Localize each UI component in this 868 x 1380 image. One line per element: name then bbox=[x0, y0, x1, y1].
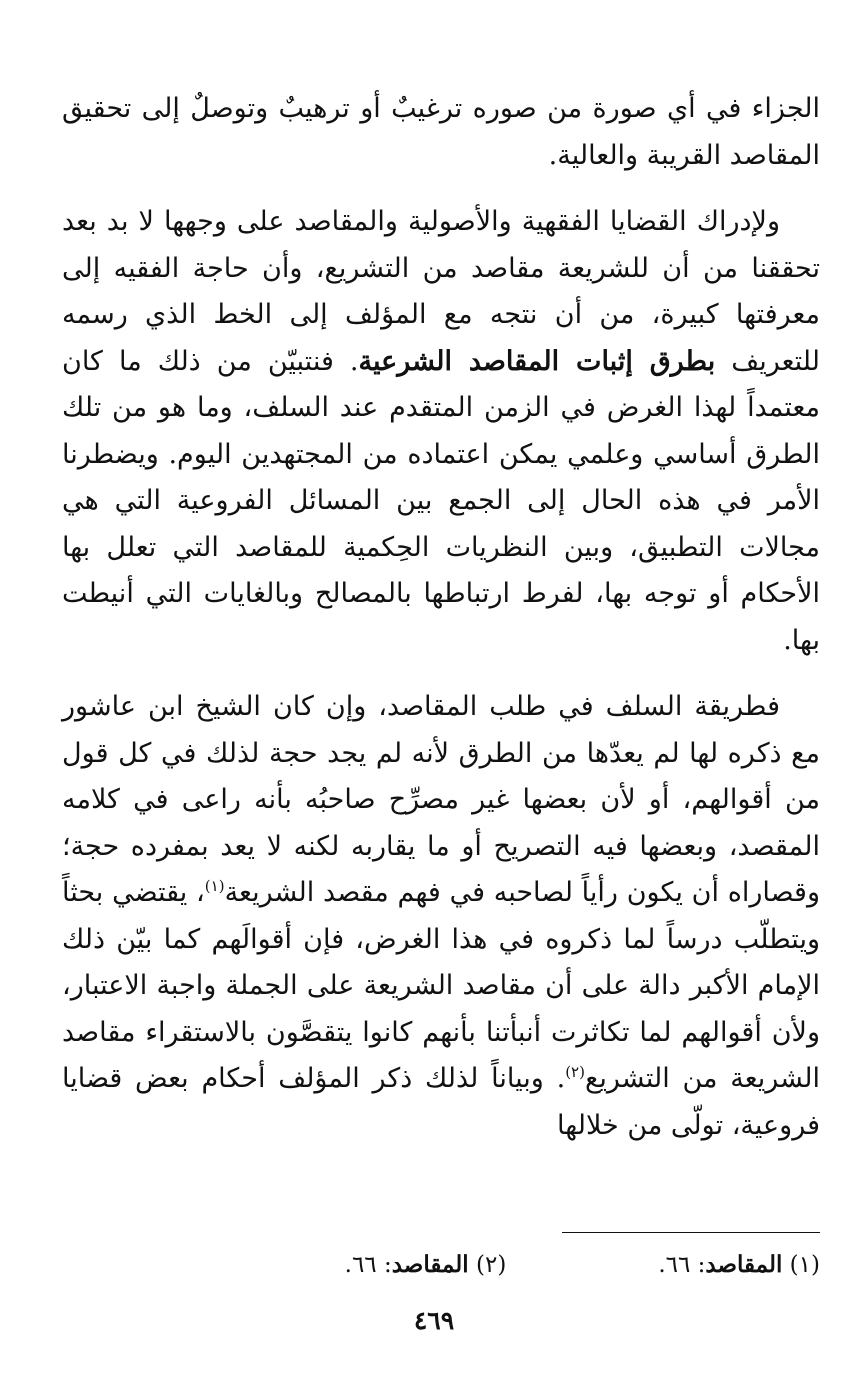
footnote-separator bbox=[562, 1232, 820, 1233]
footnote-number: (١) bbox=[789, 1252, 820, 1278]
footnote-2 bbox=[345, 1248, 507, 1282]
text-run: الجزاء في أي صورة من صوره ترغيبٌ أو ترهيبٌ وتوصلٌ إلى تحقيق المقاصد القريبة والعالية. bbox=[62, 93, 820, 171]
footnotes bbox=[60, 1248, 820, 1282]
text-run: ، يقتضي بحثاً ويتطلّب درساً لما ذكروه في هذا الغرض، فإن أقوالَهم كما بيّن ذلك الإمام الأكبر دالة على أن مقاصد الشريعة على الجملة واجبة الاعتبار، ولأن أقوالهم لما تكاثرت أنبأتنا بأنهم كانوا يتقصَّون بالاستقراء مقاصد الشريعة من التشريع bbox=[62, 877, 820, 1094]
text-run: فطريقة السلف في طلب المقاصد، وإن كان الشيخ ابن عاشور مع ذكره لها لم يعدّها من الطرق لأنه لم يجد حجة لذلك في كل قول من أقوالهم، أو لأن بعضها غير مصرِّح صاحبُه بأنه راعى في كلامه المقصد، وبعضها فيه التصريح أو ما يقاربه لكنه لا يعد بمفرده حجة؛ وقصاراه أن يكون رأياً لصاحبه في فهم مقصد الشريعة bbox=[62, 691, 821, 908]
page-body bbox=[62, 86, 820, 1149]
text-run: . فنتبيّن من ذلك ما كان معتمداً لهذا الغرض في الزمن المتقدم عند السلف، وما هو من تلك الطرق أساسي وعلمي يمكن اعتماده من المجتهدين اليوم. ويضطرنا الأمر في هذه الحال إلى الجمع بين المسائل الفروعية التي هي مجالات التطبيق، وبين النظريات الحِكمية للمقاصد التي تعلل بها الأحكام أو توجه بها، لفرط ارتباطها بالمصالح وبالغايات التي أنيطت بها. bbox=[62, 345, 820, 656]
footnote-number: (٢) bbox=[475, 1252, 507, 1278]
paragraph-1 bbox=[62, 86, 820, 179]
footnote-page: : ٦٦. bbox=[658, 1252, 706, 1278]
text-run: . وبياناً لذلك ذكر المؤلف أحكام بعض قضايا فروعية، تولّى من خلالها bbox=[62, 1063, 820, 1141]
footnote-source: المقاصد bbox=[391, 1251, 469, 1278]
footnote-source: المقاصد bbox=[705, 1251, 783, 1278]
text-run: ولإدراك القضايا الفقهية والأصولية والمقاصد على وجهها لا بد بعد تحققنا من أن للشريعة مقاصد من التشريع، وأن حاجة الفقيه إلى معرفتها كبيرة، من أن نتجه مع المؤلف إلى الخط الذي رسمه للتعريف bbox=[62, 206, 820, 377]
paragraph-3 bbox=[62, 684, 820, 1149]
bold-phrase: بطرق إثبات المقاصد الشرعية bbox=[358, 345, 716, 377]
paragraph-2 bbox=[62, 199, 820, 664]
footnote-1 bbox=[658, 1248, 820, 1282]
footnote-page: : ٦٦. bbox=[344, 1252, 392, 1278]
page-number: ٤٦٩ bbox=[413, 1306, 455, 1335]
footnote-reference: (٢) bbox=[565, 1063, 585, 1081]
footnote-reference: (١) bbox=[204, 877, 225, 895]
